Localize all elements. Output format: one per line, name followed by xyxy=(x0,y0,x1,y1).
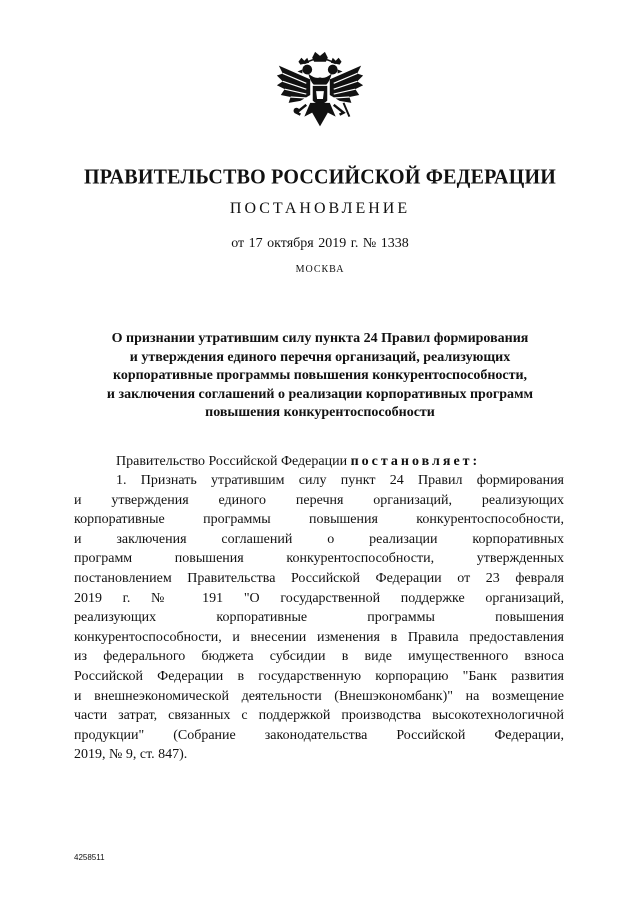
resolution-title-line: и утверждения единого перечня организаций, реализующих xyxy=(129,349,511,365)
body-line: 2019, № 9, ст. 847). xyxy=(74,747,188,763)
body-paragraph xyxy=(74,471,564,765)
body-line: реализующих корпоративные программы повышения xyxy=(74,610,564,626)
body-line: 2019 г. № 191 "О государственной поддержке организаций, xyxy=(74,590,564,606)
resolution-title-line: корпоративные программы повышения конкурентоспособности, xyxy=(112,368,528,383)
body-line: из федерального бюджета субсидии в виде имущественного взноса xyxy=(74,649,564,665)
preamble-text: Правительство Российской Федерации xyxy=(116,454,351,469)
coat-of-arms-icon xyxy=(271,48,369,146)
body-line: продукции" (Собрание законодательства Российской Федерации, xyxy=(74,727,564,743)
resolution-title-line: О признании утратившим силу пункта 24 Правил формирования xyxy=(111,331,529,346)
body-line: Российской Федерации в государственную корпорацию "Банк развития xyxy=(74,668,564,684)
government-title: ПРАВИТЕЛЬСТВО РОССИЙСКОЙ ФЕДЕРАЦИИ xyxy=(84,165,556,189)
body-line: программ повышения конкурентоспособности, утвержденных xyxy=(74,551,564,567)
body-line: 1. Признать утратившим силу пункт 24 Правил формирования xyxy=(116,473,564,488)
date-number-line: от 17 октября 2019 г. № 1338 xyxy=(231,236,409,251)
document-type: ПОСТАНОВЛЕНИЕ xyxy=(229,200,411,217)
city-name: МОСКВА xyxy=(295,264,345,275)
body-line: корпоративные программы повышения конкурентоспособности, xyxy=(74,512,564,528)
resolution-title-line: и заключения соглашений о реализации корпоративных программ xyxy=(106,386,534,402)
body-line: части затрат, связанных с поддержкой производства высокотехнологичной xyxy=(74,708,564,724)
resolution-title xyxy=(60,330,580,423)
body-line: и утверждения единого перечня организаций, реализующих xyxy=(74,492,564,508)
document-code: 4258511 xyxy=(74,853,105,862)
resolution-title-line: повышения конкурентоспособности xyxy=(205,405,435,420)
body-line: постановлением Правительства Российской Федерации от 23 февраля xyxy=(74,570,564,586)
preamble xyxy=(116,452,616,472)
body-line: и внешнеэкономической деятельности (Внешэкономбанк)" на возмещение xyxy=(74,688,564,704)
body-line: и заключения соглашений о реализации корпоративных xyxy=(74,531,564,547)
preamble-verb: постановляет: xyxy=(350,454,481,469)
body-line: конкурентоспособности, и внесении изменения в Правила предоставления xyxy=(74,629,564,645)
